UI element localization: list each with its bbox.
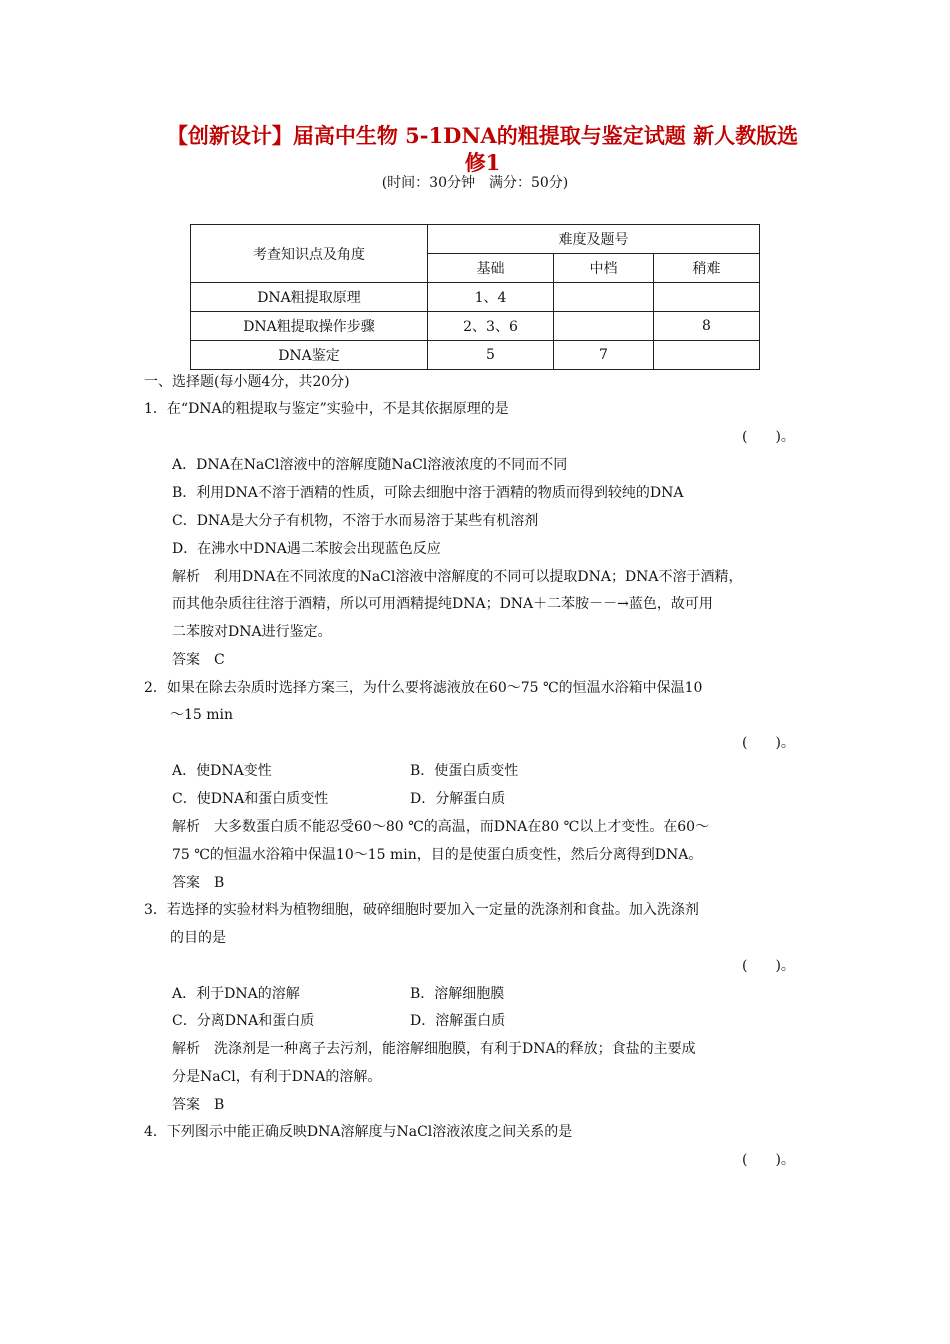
q2-analysis-line-1: 解析 大多数蛋白质不能忍受60～80 ℃的高温，而DNA在80 ℃以上才变性。在60～ <box>172 819 710 835</box>
q3-options-row-2 <box>172 1011 732 1031</box>
exam-info: (时间：30分钟 满分：50分) <box>381 175 569 191</box>
table-subheader-hard: 稍难 <box>654 254 760 283</box>
q3-answer-bracket: ( )。 <box>742 958 795 974</box>
q1-stem: 1．在“DNA的粗提取与鉴定”实验中，不是其依据原理的是 <box>144 401 509 417</box>
table-cell-hard <box>654 283 760 312</box>
table-header-difficulty: 难度及题号 <box>428 225 760 254</box>
table-cell-topic: DNA粗提取操作步骤 <box>191 312 428 341</box>
q4-stem: 4．下列图示中能正确反映DNA溶解度与NaCl溶液浓度之间关系的是 <box>144 1124 573 1140</box>
q1-analysis-line-1: 解析 利用DNA在不同浓度的NaCl溶液中溶解度的不同可以提取DNA；DNA不溶于酒精， <box>172 569 743 585</box>
q1-option-c: C．DNA是大分子有机物，不溶于水而易溶于某些有机溶剂 <box>172 513 539 529</box>
table-subheader-basic: 基础 <box>428 254 554 283</box>
q2-analysis-line-2: 75 ℃的恒温水浴箱中保温10～15 min，目的是使蛋白质变性，然后分离得到DNA。 <box>172 847 703 863</box>
q2-option-b: B．使蛋白质变性 <box>410 763 519 779</box>
q3-stem-line-1: 3．若选择的实验材料为植物细胞，破碎细胞时要加入一定量的洗涤剂和食盐。加入洗涤剂 <box>144 902 699 918</box>
document-title <box>150 122 815 176</box>
table-cell-topic: DNA鉴定 <box>191 341 428 370</box>
q3-analysis-line-1: 解析 洗涤剂是一种离子去污剂，能溶解细胞膜，有利于DNA的释放；食盐的主要成 <box>172 1041 696 1057</box>
q2-option-c: C．使DNA和蛋白质变性 <box>172 791 329 807</box>
table-cell-basic: 1、4 <box>428 283 554 312</box>
title-line-1: 【创新设计】届高中生物 5-1DNA的粗提取与鉴定试题 新人教版选 <box>166 123 799 148</box>
table-row <box>191 341 760 370</box>
q1-analysis-line-2: 而其他杂质往往溶于酒精，所以可用酒精提纯DNA；DNA＋二苯胺－－→蓝色，故可用 <box>172 596 713 612</box>
table-subheader-medium: 中档 <box>554 254 654 283</box>
table-cell-medium: 7 <box>554 341 654 370</box>
knowledge-table <box>190 224 760 370</box>
q3-analysis-line-2: 分是NaCl，有利于DNA的溶解。 <box>172 1069 382 1085</box>
title-line-2: 修1 <box>464 150 501 175</box>
q1-answer-bracket: ( )。 <box>742 429 795 445</box>
section-heading: 一、选择题(每小题4分，共20分) <box>144 374 350 390</box>
table-cell-medium <box>554 312 654 341</box>
q4-answer-bracket: ( )。 <box>742 1152 795 1168</box>
table-cell-basic: 2、3、6 <box>428 312 554 341</box>
table-row <box>191 312 760 341</box>
table-cell-medium <box>554 283 654 312</box>
table-cell-hard <box>654 341 760 370</box>
q3-stem-line-2: 的目的是 <box>170 930 226 946</box>
table-cell-topic: DNA粗提取原理 <box>191 283 428 312</box>
table-cell-basic: 5 <box>428 341 554 370</box>
q3-option-d: D．溶解蛋白质 <box>410 1013 506 1029</box>
q2-stem-line-2: ～15 min <box>170 707 234 723</box>
table-header-topic: 考查知识点及角度 <box>191 225 428 283</box>
q2-answer-bracket: ( )。 <box>742 735 795 751</box>
q2-options-row-2 <box>172 789 732 809</box>
q3-options-row-1 <box>172 984 732 1004</box>
q3-option-a: A．利于DNA的溶解 <box>172 986 300 1002</box>
q1-option-d: D．在沸水中DNA遇二苯胺会出现蓝色反应 <box>172 541 441 557</box>
q2-option-d: D．分解蛋白质 <box>410 791 506 807</box>
table-cell-hard: 8 <box>654 312 760 341</box>
q1-analysis-line-3: 二苯胺对DNA进行鉴定。 <box>172 624 332 640</box>
q2-answer: 答案 B <box>172 875 225 891</box>
q2-options-row-1 <box>172 761 732 781</box>
q1-answer: 答案 C <box>172 652 225 668</box>
q3-answer: 答案 B <box>172 1097 225 1113</box>
q3-option-b: B．溶解细胞膜 <box>410 986 505 1002</box>
q2-stem-line-1: 2．如果在除去杂质时选择方案三，为什么要将滤液放在60～75 ℃的恒温水浴箱中保温10 <box>144 680 703 696</box>
table-row <box>191 283 760 312</box>
q1-option-b: B．利用DNA不溶于酒精的性质，可除去细胞中溶于酒精的物质而得到较纯的DNA <box>172 485 684 501</box>
q2-option-a: A．使DNA变性 <box>172 763 272 779</box>
q1-option-a: A．DNA在NaCl溶液中的溶解度随NaCl溶液浓度的不同而不同 <box>172 457 568 473</box>
q3-option-c: C．分离DNA和蛋白质 <box>172 1013 315 1029</box>
